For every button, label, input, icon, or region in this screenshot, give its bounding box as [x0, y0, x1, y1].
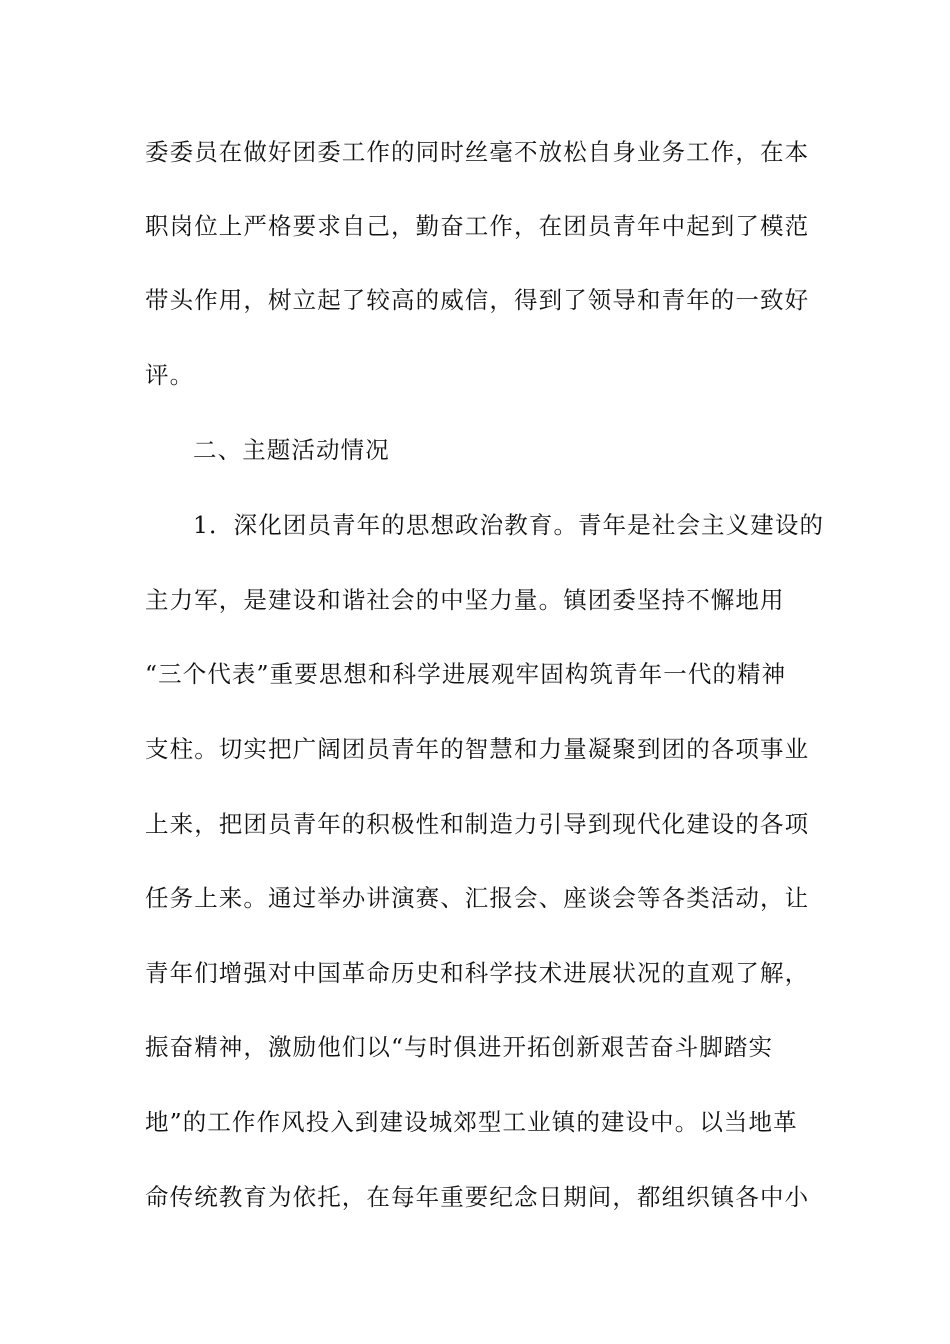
paragraph-line: “三个代表”重要思想和科学进展观牢固构筑青年一代的精神 — [145, 660, 787, 688]
paragraph-line: 青年们增强对中国革命历史和科学技术进展状况的直观了解， — [145, 959, 810, 987]
paragraph-line: 支柱。切实把广阔团员青年的智慧和力量凝聚到团的各项事业 — [145, 735, 810, 763]
paragraph-line: 主力军，是建设和谐社会的中坚力量。镇团委坚持不懈地用 — [145, 586, 785, 614]
paragraph-line: 带头作用，树立起了较高的威信，得到了领导和青年的一致好 — [145, 286, 810, 314]
paragraph-line: 命传统教育为依托，在每年重要纪念日期间，都组织镇各中小 — [145, 1183, 810, 1211]
paragraph-line: 1．深化团员青年的思想政治教育。青年是社会主义建设的 — [193, 511, 825, 539]
paragraph-line: 上来，把团员青年的积极性和制造力引导到现代化建设的各项 — [145, 810, 810, 838]
paragraph-line: 委委员在做好团委工作的同时丝毫不放松自身业务工作，在本 — [145, 138, 810, 166]
paragraph-line: 职岗位上严格要求自己，勤奋工作，在团员青年中起到了模范 — [145, 212, 810, 240]
paragraph-line: 评。 — [145, 361, 195, 389]
paragraph-line: 地”的工作作风投入到建设城郊型工业镇的建设中。以当地革 — [145, 1108, 798, 1136]
section-heading: 二、主题活动情况 — [193, 436, 390, 464]
paragraph-line: 振奋精神，激励他们以“与时俱进开拓创新艰苦奋斗脚踏实 — [145, 1033, 774, 1061]
paragraph-line: 任务上来。通过举办讲演赛、汇报会、座谈会等各类活动，让 — [145, 884, 810, 912]
